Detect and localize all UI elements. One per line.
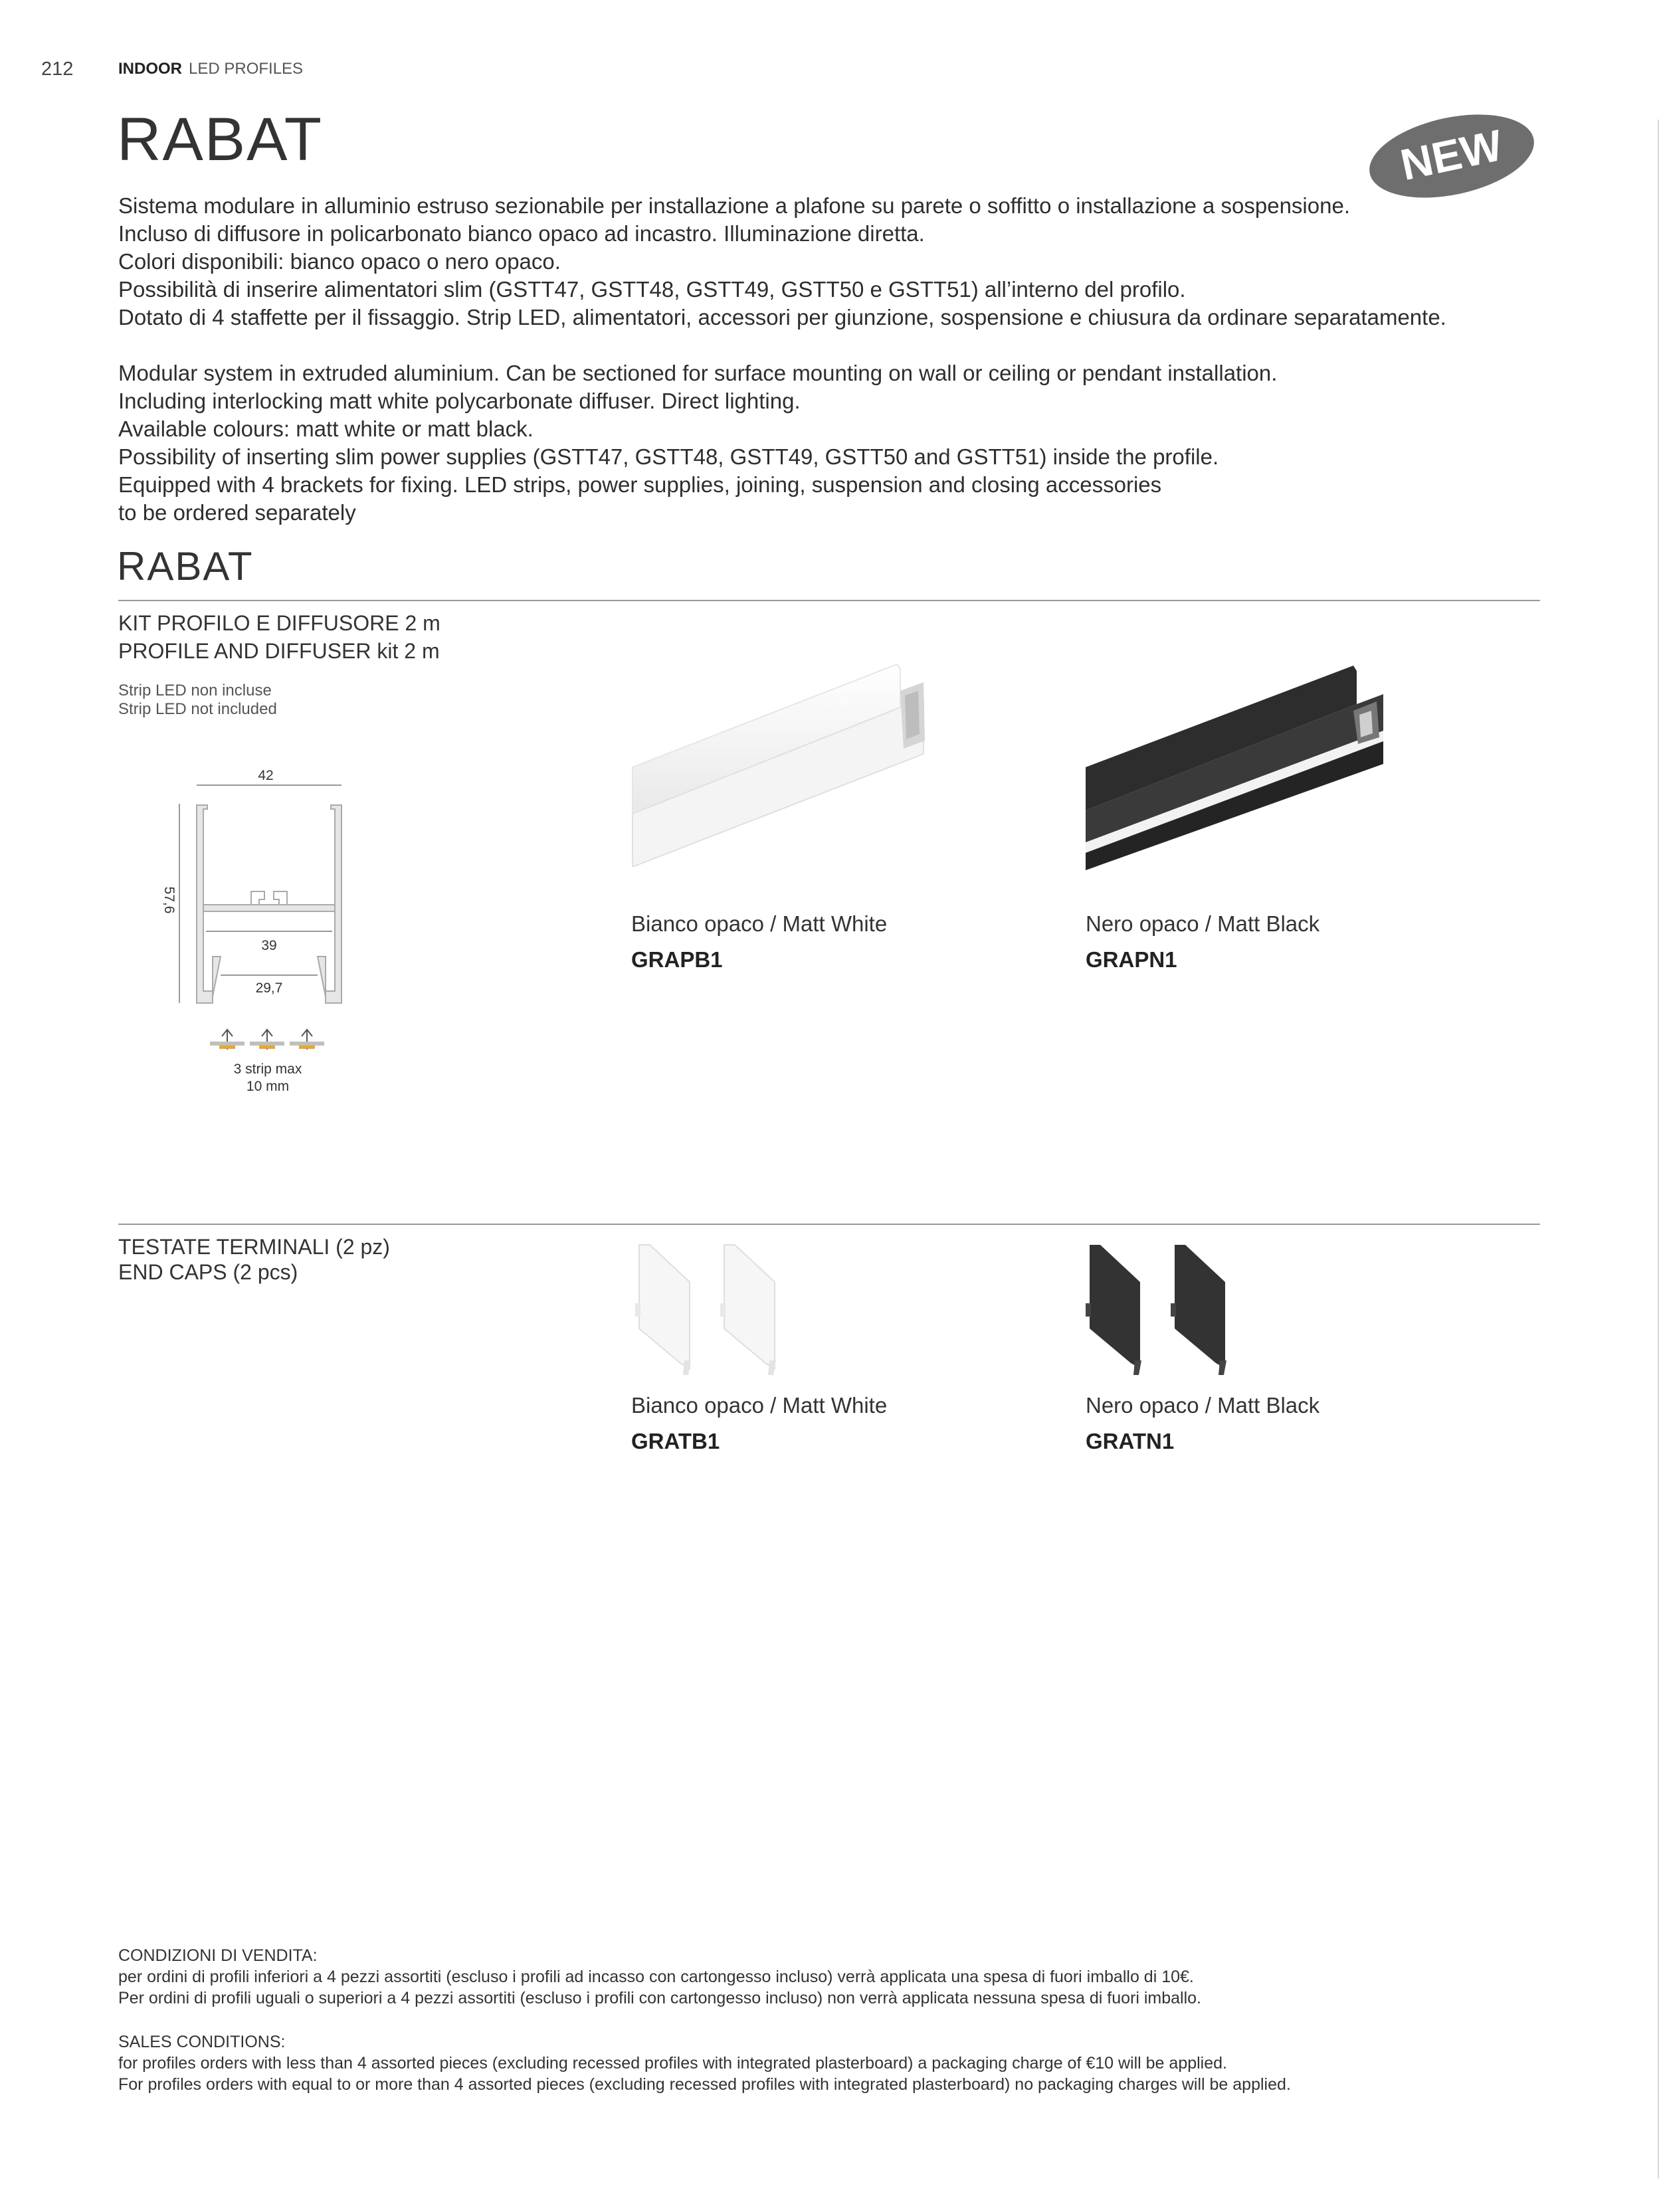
- profile-section-drawing: [146, 757, 365, 1103]
- product-code: GRATB1: [631, 1429, 720, 1453]
- description-it-line: Incluso di diffusore in policarbonato bianco opaco ad incastro. Illuminazione diretta.: [118, 221, 925, 246]
- conditions-it-title: CONDIZIONI DI VENDITA:: [118, 1946, 318, 1965]
- conditions-en-title: SALES CONDITIONS:: [118, 2033, 286, 2051]
- kit-title: [118, 609, 440, 665]
- product-code: GRATN1: [1086, 1429, 1175, 1453]
- product-code: GRAPN1: [1086, 947, 1177, 972]
- divider: [118, 600, 1540, 601]
- section-label: [118, 60, 303, 78]
- description-english: [118, 359, 1580, 527]
- new-badge: [1365, 113, 1538, 199]
- kit-title-en: PROFILE AND DIFFUSER kit 2 m: [118, 639, 440, 663]
- product-caption: Nero opaco / Matt Black: [1086, 911, 1320, 936]
- dim-opening-width: 29,7: [255, 980, 283, 996]
- kit-note: [118, 682, 277, 719]
- white-profile-image: [631, 661, 930, 867]
- product-code: GRAPB1: [631, 947, 723, 972]
- divider: [118, 1224, 1540, 1225]
- description-it-line: Colori disponibili: bianco opaco o nero opaco.: [118, 249, 561, 274]
- conditions-english: [118, 2031, 1291, 2095]
- description-en-line: Possibility of inserting slim power supplies (GSTT47, GSTT48, GSTT49, GSTT50 and GSTT51) inside the profile.: [118, 444, 1219, 469]
- description-en-line: Available colours: matt white or matt black.: [118, 416, 534, 441]
- section-rest: LED PROFILES: [189, 60, 304, 78]
- endcaps-title-en: END CAPS (2 pcs): [118, 1260, 298, 1284]
- black-profile-image: [1084, 664, 1383, 877]
- description-en-line: to be ordered separately: [118, 500, 356, 525]
- strip-note-2: 10 mm: [246, 1079, 290, 1094]
- endcaps-title-it: TESTATE TERMINALI (2 pz): [118, 1235, 390, 1259]
- product-caption: Bianco opaco / Matt White: [631, 911, 888, 936]
- section-subtitle: RABAT: [117, 544, 254, 589]
- description-it-line: Dotato di 4 staffette per il fissaggio. Strip LED, alimentatori, accessori per giunzione, sospensione e chiusura da ordinare separatamente.: [118, 305, 1446, 329]
- description-en-line: Including interlocking matt white polycarbonate diffuser. Direct lighting.: [118, 389, 801, 413]
- conditions-it-line: per ordini di profili inferiori a 4 pezzi assortiti (escluso i profili ad incasso con cartongesso incluso) verrà applicata una spesa di fuori imballo di 10€.: [118, 1968, 1194, 1986]
- new-badge-label: NEW: [1396, 120, 1507, 190]
- conditions-it-line: Per ordini di profili uguali o superiori a 4 pezzi assortiti (escluso i profili con cartongesso incluso) non verrà applicata nessuna spesa di fuori imballo.: [118, 1989, 1201, 2007]
- dim-height: 57,6: [161, 886, 177, 914]
- white-endcaps-image: [634, 1242, 787, 1382]
- description-it-line: Possibilità di inserire alimentatori slim (GSTT47, GSTT48, GSTT49, GSTT50 e GSTT51) all’interno del profilo.: [118, 277, 1186, 302]
- kit-note-en: Strip LED not included: [118, 700, 277, 718]
- page-number: 212: [41, 58, 74, 80]
- description-it-line: Sistema modulare in alluminio estruso sezionabile per installazione a plafone su parete o soffitto o installazione a sospensione.: [118, 193, 1350, 218]
- section-bold: INDOOR: [118, 60, 182, 78]
- endcaps-title: [118, 1234, 390, 1285]
- description-en-line: Equipped with 4 brackets for fixing. LED strips, power supplies, joining, suspension and closing accessories: [118, 472, 1162, 497]
- description-italian: [118, 192, 1580, 331]
- kit-title-it: KIT PROFILO E DIFFUSORE 2 m: [118, 611, 440, 635]
- description-en-line: Modular system in extruded aluminium. Can be sectioned for surface mounting on wall or ceiling or pendant installation.: [118, 361, 1278, 385]
- conditions-en-line: For profiles orders with equal to or more than 4 assorted pieces (excluding recessed profiles with integrated plasterboard) no packaging charges will be applied.: [118, 2075, 1291, 2094]
- page-title: RABAT: [117, 106, 323, 173]
- product-caption: Nero opaco / Matt Black: [1086, 1393, 1320, 1418]
- strip-note-1: 3 strip max: [233, 1061, 302, 1077]
- conditions-en-line: for profiles orders with less than 4 assorted pieces (excluding recessed profiles with integrated plasterboard) a packaging charge of €10 will be applied.: [118, 2054, 1227, 2073]
- black-endcaps-image: [1084, 1242, 1237, 1382]
- conditions-italian: [118, 1945, 1201, 2009]
- kit-note-it: Strip LED non incluse: [118, 682, 272, 699]
- dim-width: 42: [258, 768, 274, 783]
- product-caption: Bianco opaco / Matt White: [631, 1393, 888, 1418]
- dim-inner-width: 39: [261, 938, 277, 953]
